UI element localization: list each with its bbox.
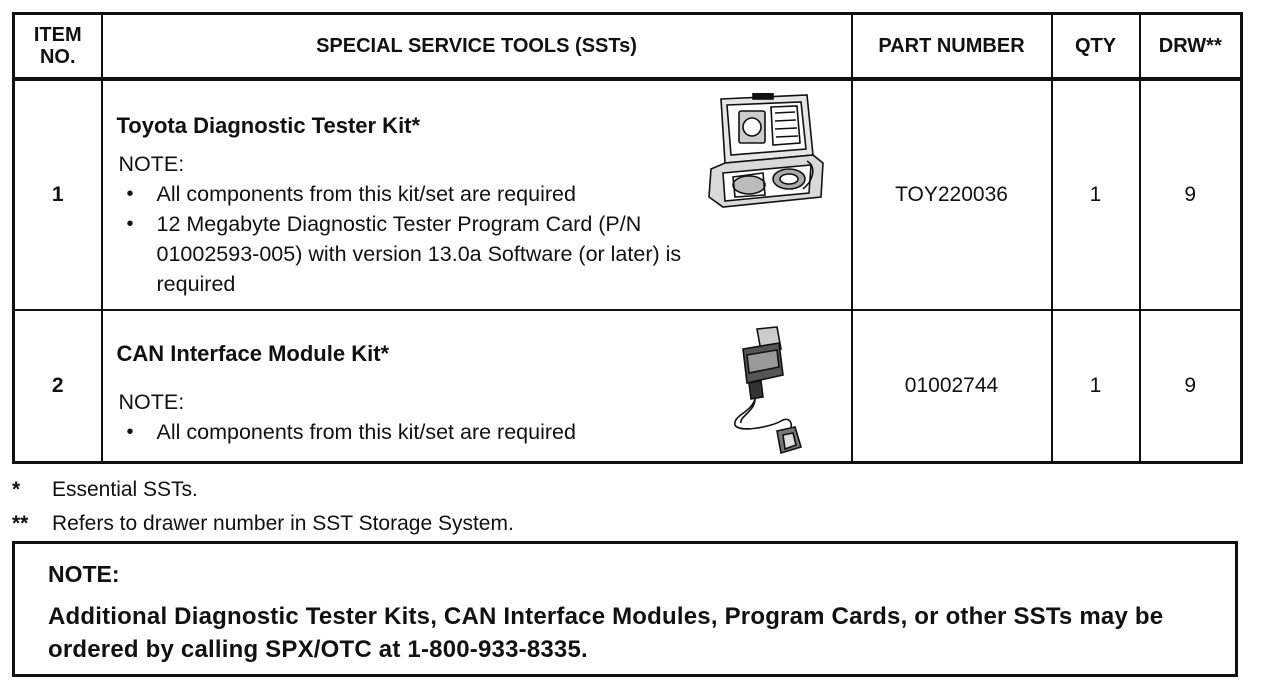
qty: 1	[1052, 310, 1140, 463]
table-header-row	[14, 14, 1242, 80]
tool-description	[102, 310, 852, 463]
footnote-text: Refers to drawer number in SST Storage System.	[52, 512, 514, 535]
part-number: 01002744	[852, 310, 1052, 463]
footnote-text: Essential SSTs.	[52, 478, 198, 501]
can-interface-module-icon	[721, 323, 811, 459]
footnote-mark: *	[12, 478, 21, 501]
sst-table	[12, 12, 1243, 464]
note-box-body: Additional Diagnostic Tester Kits, CAN Interface Modules, Program Cards, or other SSTs may be ordered by calling SPX/OTC at 1-800-933-8335.	[48, 603, 1164, 663]
part-number: TOY220036	[852, 79, 1052, 310]
note-box	[12, 541, 1238, 677]
diagnostic-tester-case-icon	[703, 93, 829, 211]
footnote-mark: **	[12, 512, 29, 535]
note-box-title: NOTE:	[48, 561, 120, 587]
qty: 1	[1052, 79, 1140, 310]
note-list	[119, 417, 699, 447]
item-number: 2	[14, 310, 102, 463]
table-row	[14, 310, 1242, 463]
tool-description	[102, 79, 852, 310]
note-label: NOTE:	[118, 390, 185, 414]
header-item-no	[14, 14, 102, 80]
header-tools: SPECIAL SERVICE TOOLS (SSTs)	[102, 14, 852, 80]
table-row	[14, 79, 1242, 310]
item-number: 1	[14, 79, 102, 310]
tool-name: CAN Interface Module Kit*	[116, 341, 390, 366]
tool-name: Toyota Diagnostic Tester Kit*	[116, 113, 421, 138]
note-list	[119, 179, 699, 299]
tool-notes	[119, 387, 699, 447]
note-item: • 12 Megabyte Diagnostic Tester Program Card (P/N 01002593-005) with version 13.0a Software (or later) is required	[119, 209, 699, 299]
header-drw: DRW**	[1140, 14, 1242, 80]
note-label: NOTE:	[118, 152, 185, 176]
footnote	[12, 507, 514, 541]
note-item: • All components from this kit/set are required	[119, 417, 699, 447]
footnote	[12, 473, 514, 507]
header-part-number: PART NUMBER	[852, 14, 1052, 80]
footnotes	[12, 473, 514, 541]
header-item-no-label: ITEM NO.	[33, 24, 82, 68]
tool-notes	[119, 149, 699, 299]
drawer-number: 9	[1140, 79, 1242, 310]
header-qty: QTY	[1052, 14, 1140, 80]
drawer-number: 9	[1140, 310, 1242, 463]
note-item: • All components from this kit/set are required	[119, 179, 699, 209]
